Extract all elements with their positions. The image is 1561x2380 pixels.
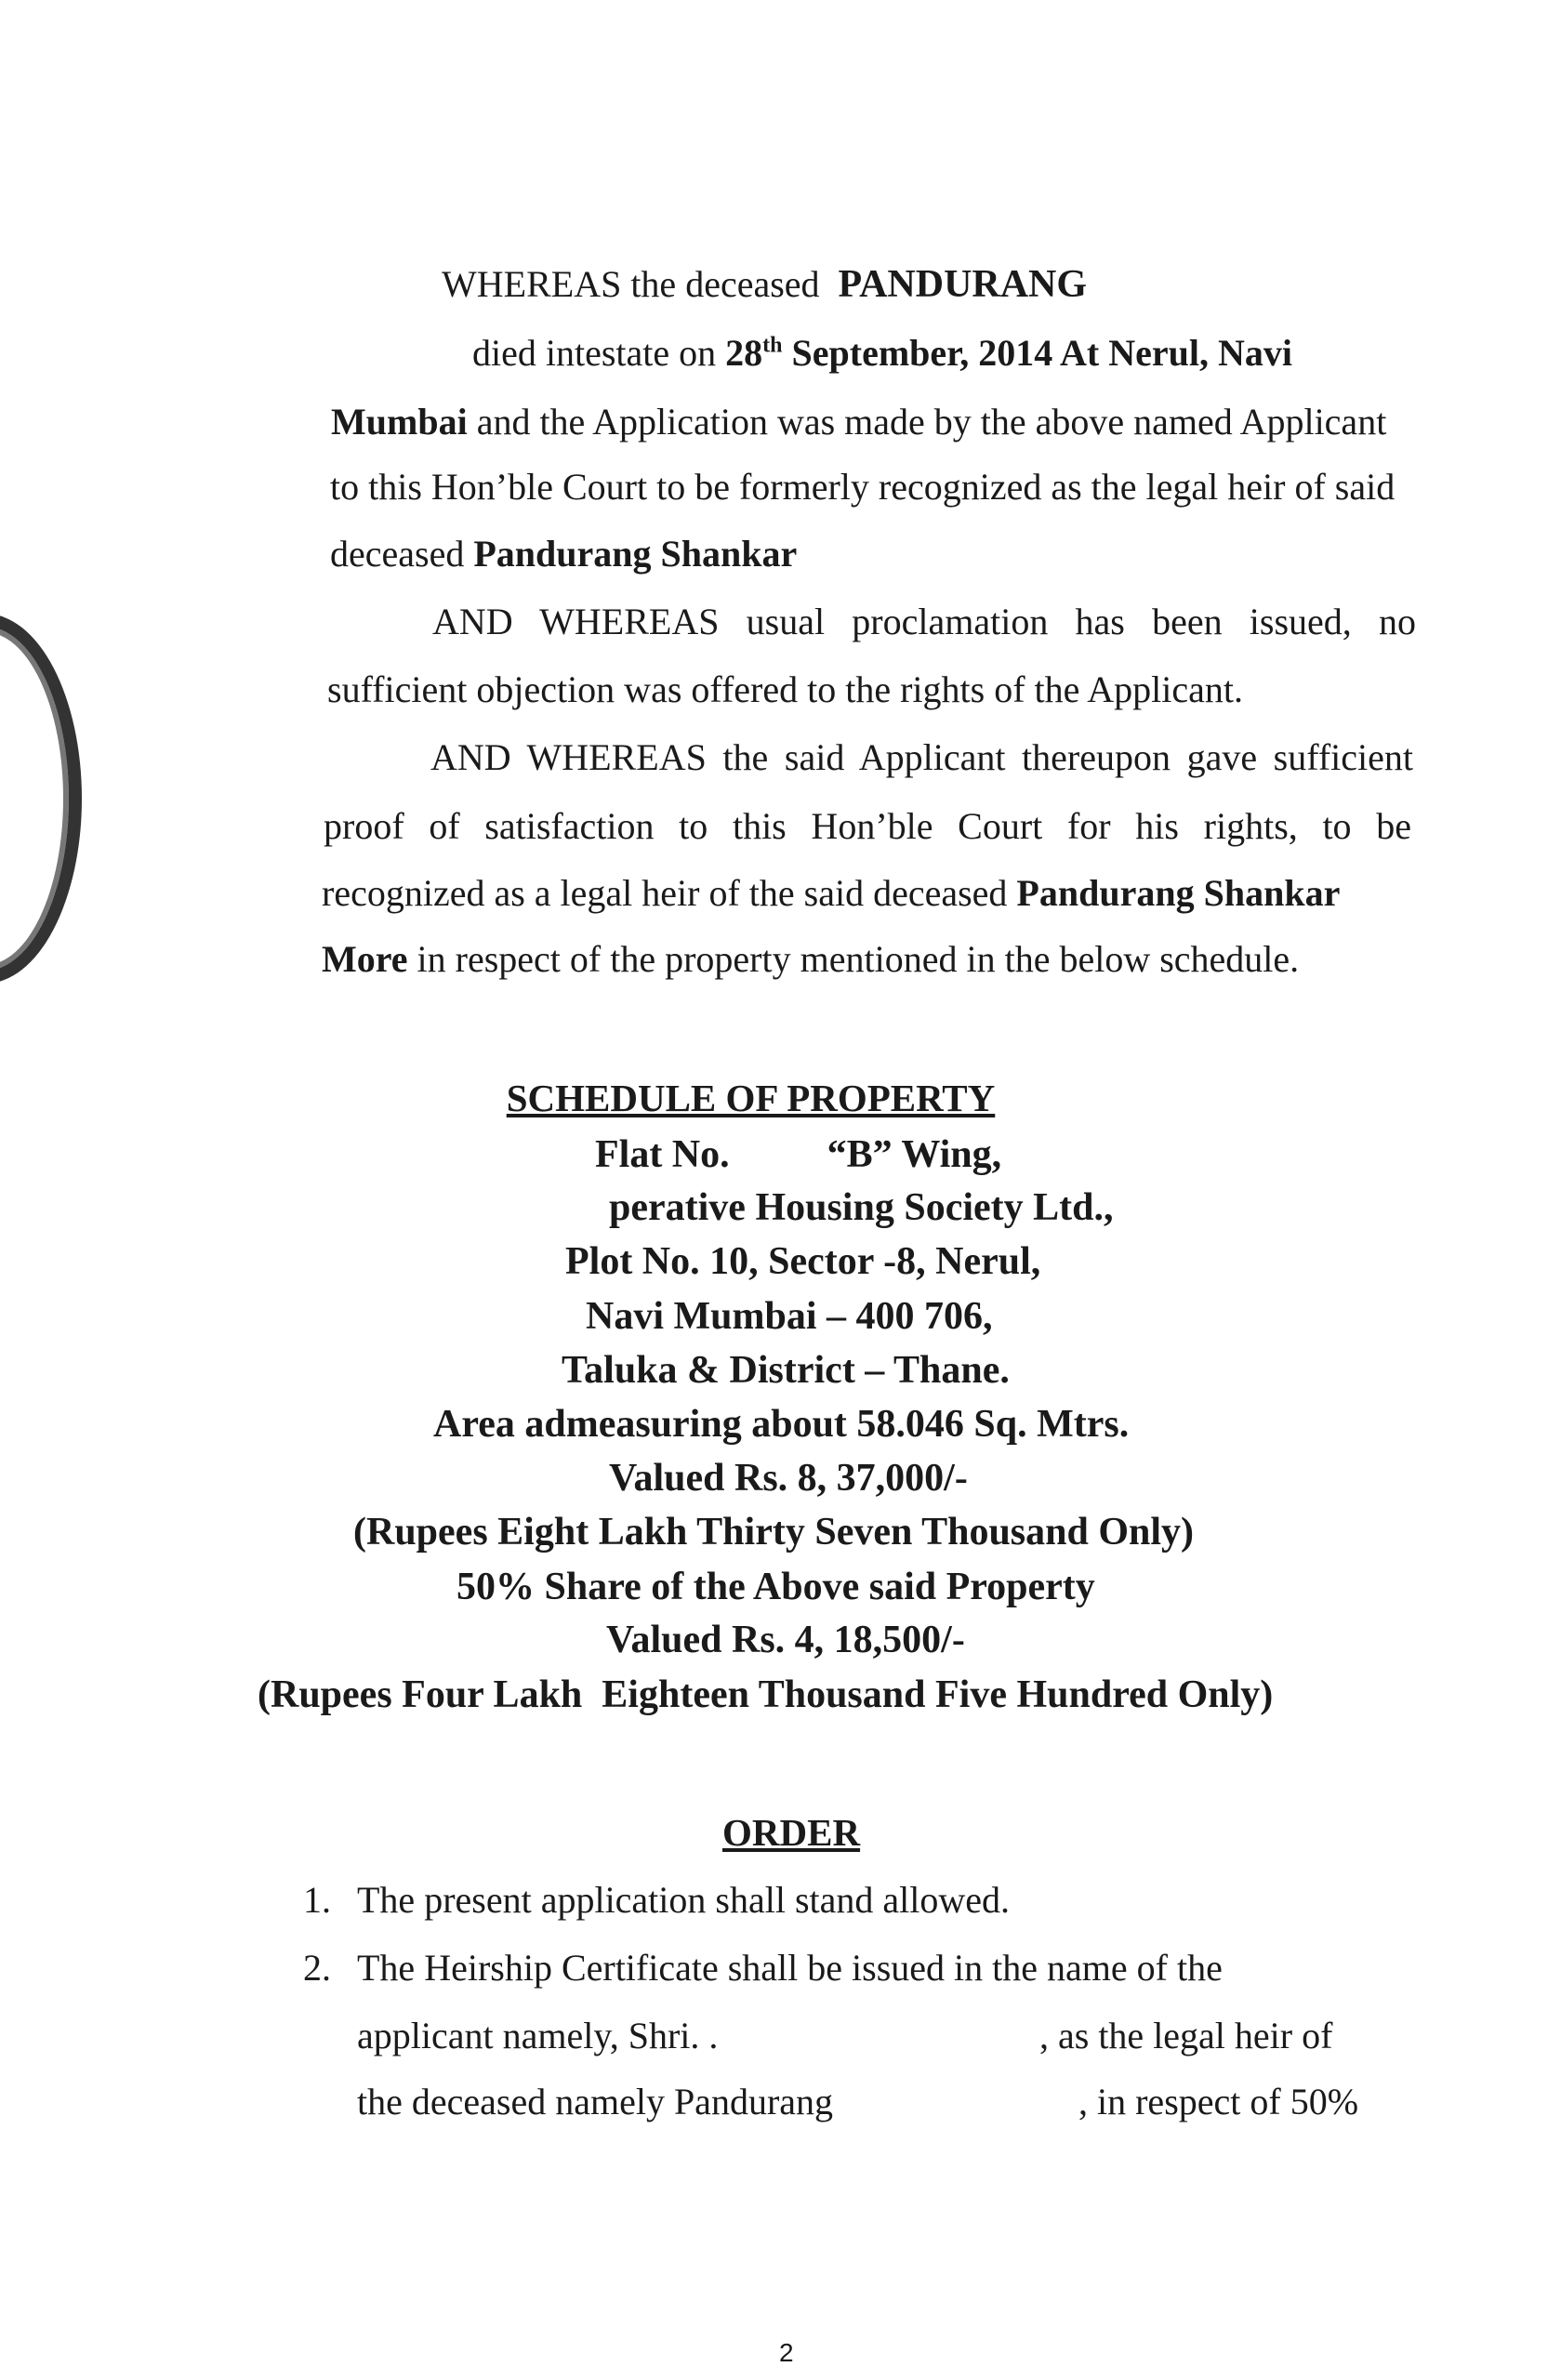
order-heading: ORDER	[722, 1811, 861, 1854]
para2-line-2: sufficient objection was offered to the rights of the Applicant.	[327, 668, 1243, 710]
order-item-2-line-3b: , in respect of 50%	[1078, 2081, 1359, 2122]
intro-text: died intestate on	[472, 332, 717, 374]
order-item-2-number: 2.	[303, 1947, 331, 1989]
schedule-line: Flat No. “B” Wing,	[595, 1133, 1002, 1176]
schedule-line: (Rupees Four Lakh Eighteen Thousand Five Hundred Only)	[258, 1673, 1274, 1716]
intro-line-3	[331, 400, 1386, 443]
intro-text: and the Application was made by the above named Applicant	[476, 401, 1387, 443]
schedule-line: Valued Rs. 8, 37,000/-	[609, 1457, 968, 1500]
schedule-heading: SCHEDULE OF PROPERTY	[506, 1077, 996, 1119]
schedule-line: Navi Mumbai – 400 706,	[586, 1295, 993, 1338]
para3-line-2: proof of satisfaction to this Hon’ble Court for his rights, to be	[324, 805, 1411, 847]
para3-line-3	[322, 871, 1340, 915]
order-item-1-number: 1.	[303, 1879, 331, 1921]
order-item-2-line-3a: the deceased namely Pandurang	[357, 2081, 834, 2122]
para3-line-4	[322, 937, 1299, 981]
schedule-line: (Rupees Eight Lakh Thirty Seven Thousand Only)	[353, 1511, 1195, 1554]
order-item-2-line-2a: applicant namely, Shri. .	[357, 2015, 719, 2056]
intro-text: WHEREAS the deceased	[442, 263, 820, 305]
deceased-name: PANDURANG	[838, 263, 1088, 306]
intro-line-2	[472, 331, 1292, 375]
order-item-2-line-2b: , as the legal heir of	[1039, 2015, 1333, 2056]
schedule-line: Plot No. 10, Sector -8, Nerul,	[565, 1240, 1041, 1283]
para3-line-1: AND WHEREAS the said Applicant thereupon gave sufficient	[430, 736, 1413, 778]
intro-text: deceased	[330, 533, 465, 575]
place-name: Mumbai	[331, 401, 468, 443]
intro-line-5	[330, 532, 797, 575]
death-day: 28	[725, 332, 763, 374]
schedule-line: Taluka & District – Thane.	[562, 1349, 1010, 1392]
page-number: 2	[779, 2338, 794, 2367]
schedule-line: Valued Rs. 4, 18,500/-	[606, 1619, 965, 1661]
schedule-line: 50% Share of the Above said Property	[456, 1566, 1095, 1608]
intro-line-4: to this Hon’ble Court to be formerly recognized as the legal heir of said	[330, 466, 1396, 508]
court-seal-stamp	[0, 614, 82, 984]
death-day-suffix: th	[762, 333, 783, 358]
death-date-place: September, 2014 At Nerul, Navi	[791, 332, 1292, 374]
intro-line-1	[442, 262, 1087, 307]
order-item-2-line-1: The Heirship Certificate shall be issued in the name of the	[357, 1947, 1223, 1989]
para2-line-1: AND WHEREAS usual proclamation has been issued, no	[432, 601, 1416, 642]
para3-text: in respect of the property mentioned in the below schedule.	[417, 938, 1300, 980]
deceased-full-name: Pandurang Shankar	[1016, 872, 1341, 914]
schedule-line: Area admeasuring about 58.046 Sq. Mtrs.	[433, 1403, 1130, 1446]
deceased-full-name: Pandurang Shankar	[473, 533, 798, 575]
para3-text: recognized as a legal heir of the said deceased	[322, 872, 1008, 914]
deceased-surname: More	[322, 938, 408, 980]
order-item-1: The present application shall stand allowed.	[357, 1879, 1011, 1921]
schedule-line: perative Housing Society Ltd.,	[609, 1186, 1114, 1229]
